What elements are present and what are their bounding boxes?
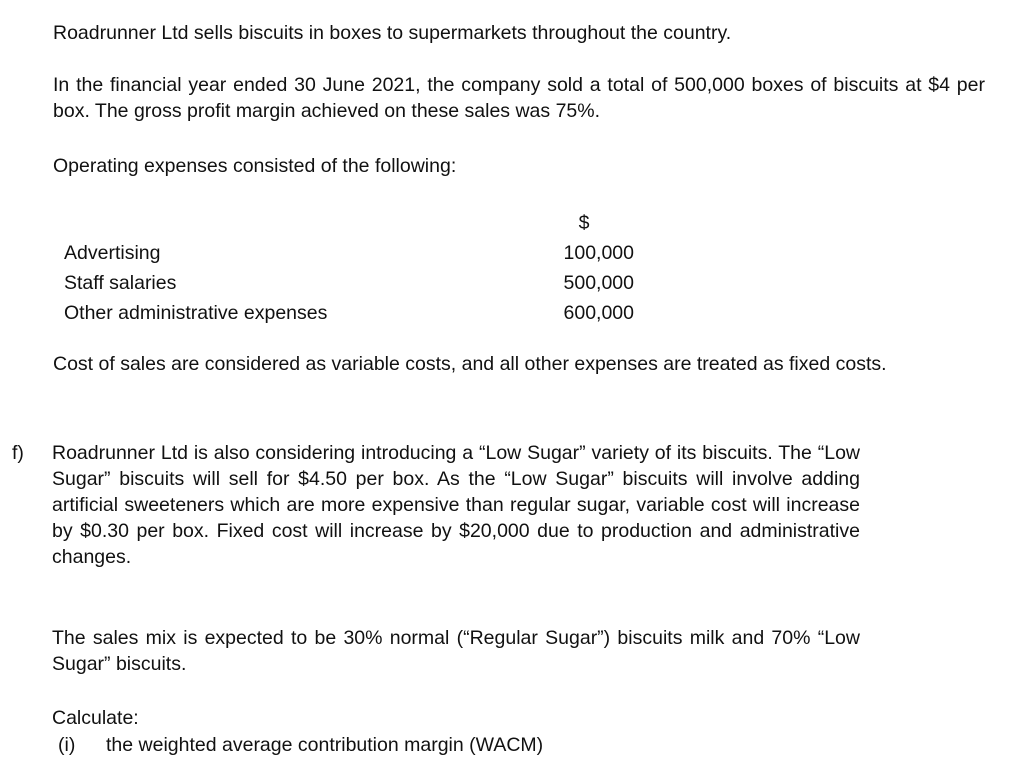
intro-paragraph: Roadrunner Ltd sells biscuits in boxes to supermarkets throughout the country. bbox=[53, 22, 732, 44]
question-f-paragraph: Roadrunner Ltd is also considering introducing a “Low Sugar” variety of its biscuits. The “Low Sugar” biscuits will sell for $4.50 per box. As the “Low Sugar” biscuits will involve adding artificial sweeteners which are more expensive than regular sugar, variable cost will increase by $0.30 per box. Fixed cost will increase by $20,000 due to production and administrative changes. bbox=[52, 442, 860, 568]
table-row bbox=[64, 298, 634, 328]
table-row bbox=[64, 238, 634, 268]
expense-amount: 500,000 bbox=[563, 272, 634, 294]
sub-question-label: (i) bbox=[58, 734, 76, 756]
expense-label: Staff salaries bbox=[64, 272, 177, 294]
expense-amount: 600,000 bbox=[563, 302, 634, 324]
expense-label: Advertising bbox=[64, 242, 161, 264]
question-label: f) bbox=[12, 442, 24, 464]
operating-expenses-table bbox=[64, 208, 634, 328]
sub-question-item bbox=[58, 732, 758, 758]
sales-paragraph: In the financial year ended 30 June 2021, the company sold a total of 500,000 boxes of biscuits at $4 per box. The gross profit margin achieved on these sales was 75%. bbox=[53, 74, 985, 122]
table-header-row bbox=[64, 208, 634, 238]
table-row bbox=[64, 268, 634, 298]
sub-question-text: the weighted average contribution margin (WACM) bbox=[106, 734, 544, 756]
calculate-heading: Calculate: bbox=[52, 707, 139, 729]
currency-header: $ bbox=[578, 212, 590, 234]
expense-label: Other administrative expenses bbox=[64, 302, 328, 324]
opex-heading: Operating expenses consisted of the following: bbox=[53, 155, 457, 177]
cost-classification-paragraph: Cost of sales are considered as variable costs, and all other expenses are treated as fixed costs. bbox=[53, 353, 887, 375]
sales-mix-paragraph: The sales mix is expected to be 30% normal (“Regular Sugar”) biscuits milk and 70% “Low Sugar” biscuits. bbox=[52, 627, 860, 675]
expense-amount: 100,000 bbox=[563, 242, 634, 264]
